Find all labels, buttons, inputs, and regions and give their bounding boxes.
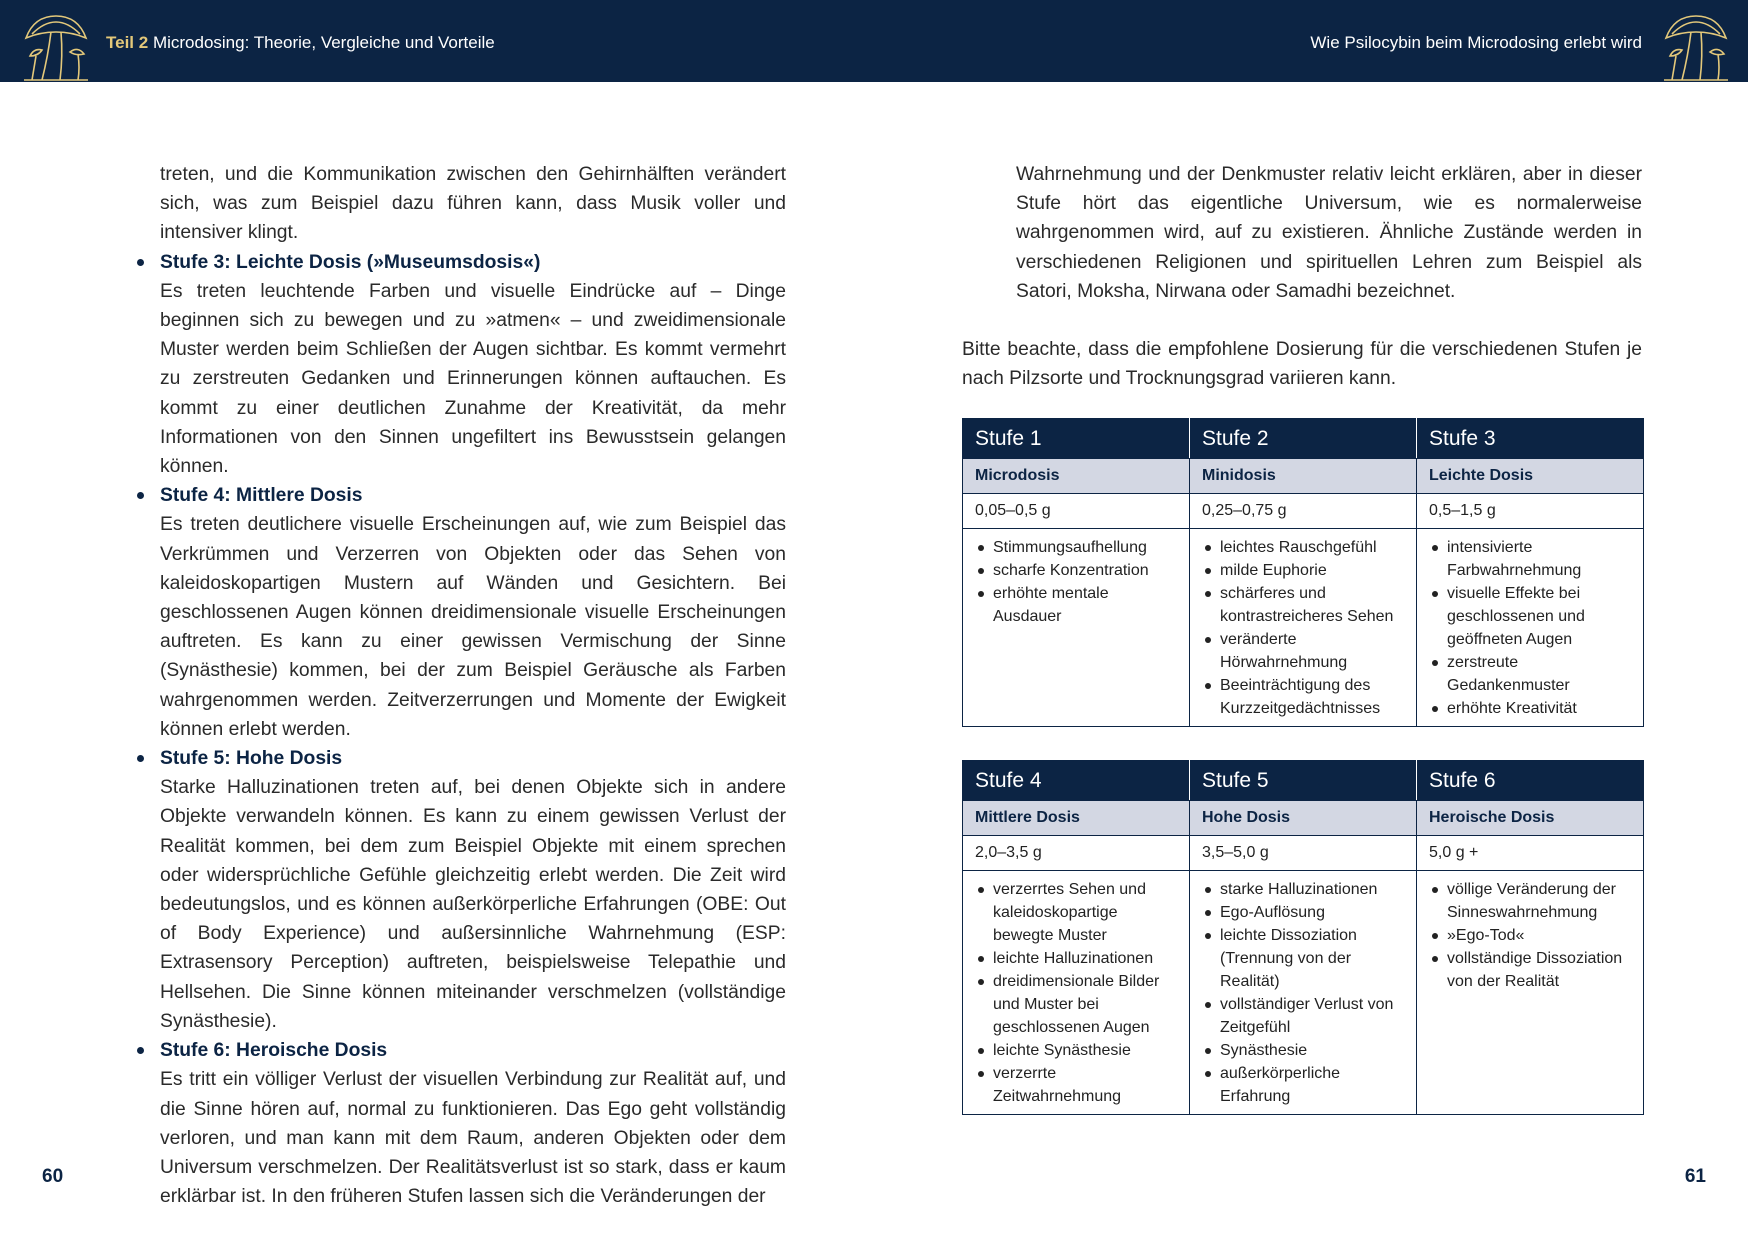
right-page-body: [962, 160, 1642, 393]
intro-paragraph: treten, und die Kommunikation zwischen den Gehirnhälften verändert sich, was zum Beispiel dazu führen kann, dass Musik voller und intensiver klingt.: [160, 164, 786, 244]
effect-item: scharfe Konzentration: [975, 559, 1179, 582]
effects-list: [1429, 878, 1633, 993]
dose-name: Hohe Dosis: [1190, 801, 1417, 836]
effect-item: verzerrtes Sehen und kaleidoskopartige bewegte Muster: [975, 878, 1179, 947]
effect-item: milde Euphorie: [1202, 559, 1406, 582]
effect-item: »Ego-Tod«: [1429, 924, 1633, 947]
effect-item: verzerrte Zeitwahrnehmung: [975, 1062, 1179, 1108]
left-page-body: [160, 160, 786, 1211]
mushroom-logo-icon: [20, 12, 92, 82]
chapter-title: Wie Psilocybin beim Microdosing erlebt wird: [1310, 33, 1642, 52]
dose-name: Heroische Dosis: [1417, 801, 1644, 836]
stage-text: Starke Halluzinationen treten auf, bei denen Objekte sich in andere Objekte verwandeln können. Es kann zu einem gewissen Verlust der Realität kommen, bei dem zum Beispiel Objekte mit einem sprechen oder widersprüchliche Gefühle gleichzeitig erlebt werden. Die Zeit wird bedeutungslos, und es können außerkörperliche Erfahrungen (OBE: Out of Body Experience) und außersinnliche Wahrnehmung (ESP: Extrasensory Perception) auftreten, beispielsweise Telepathie und Hellsehen. Die Sinne können miteinander verschmelzen (vollständige Synästhesie).: [160, 777, 786, 1032]
effect-item: intensivierte Farbwahrnehmung: [1429, 536, 1633, 582]
stage-title: Stufe 5: Hohe Dosis: [160, 748, 343, 770]
dose-amount: 0,5–1,5 g: [1417, 494, 1644, 529]
effect-item: Beeinträchtigung des Kurzzeitgedächtnisses: [1202, 674, 1406, 720]
mushroom-logo-icon: [1660, 12, 1732, 82]
dose-amount: 0,25–0,75 g: [1190, 494, 1417, 529]
continuation-paragraph: Wahrnehmung und der Denkmuster relativ leicht erklären, aber in dieser Stufe hört das eigentliche Universum, wie es normalerweise wahrgenommen wird, auf zu existieren. Ähnliche Zustände werden in verschiedenen Religionen und spirituellen Lehren zum Beispiel als Satori, Moksha, Nirwana oder Samadhi bezeichnet.: [1016, 164, 1642, 302]
effects-list: [1202, 536, 1406, 720]
effect-item: Synästhesie: [1202, 1039, 1406, 1062]
stage-title: Stufe 4: Mittlere Dosis: [160, 485, 363, 507]
effects-list: [1202, 878, 1406, 1108]
stage-header: Stufe 2: [1190, 419, 1417, 459]
effect-item: Ego-Auflösung: [1202, 901, 1406, 924]
dose-name: Leichte Dosis: [1417, 459, 1644, 494]
dose-amount: 3,5–5,0 g: [1190, 836, 1417, 871]
dosage-note: Bitte beachte, dass die empfohlene Dosierung für die verschiedenen Stufen je nach Pilzsorte und Trocknungsgrad variieren kann.: [962, 339, 1642, 390]
stage-title: Stufe 6: Heroische Dosis: [160, 1040, 388, 1062]
effect-item: Stimmungsaufhellung: [975, 536, 1179, 559]
effect-item: völlige Veränderung der Sinneswahrnehmung: [1429, 878, 1633, 924]
effects-cell: [1417, 529, 1644, 727]
page-number-left: 60: [42, 1166, 64, 1187]
dosage-table-stages-4-6: [962, 760, 1644, 1115]
bullet-icon: [137, 1047, 144, 1054]
running-header: [0, 0, 1748, 82]
effect-item: zerstreute Gedankenmuster: [1429, 651, 1633, 697]
effects-cell: [963, 529, 1190, 727]
effect-item: leichtes Rauschgefühl: [1202, 536, 1406, 559]
effects-cell: [1190, 871, 1417, 1115]
effects-list: [975, 878, 1179, 1108]
effects-cell: [1417, 871, 1644, 1115]
effect-item: erhöhte mentale Ausdauer: [975, 582, 1179, 628]
dose-name: Minidosis: [1190, 459, 1417, 494]
effect-item: vollständiger Verlust von Zeitgefühl: [1202, 993, 1406, 1039]
effect-item: leichte Halluzinationen: [975, 947, 1179, 970]
stage-header: Stufe 4: [963, 761, 1190, 801]
effect-item: schärferes und kontrastreicheres Sehen: [1202, 582, 1406, 628]
stage-title: Stufe 3: Leichte Dosis (»Museumsdosis«): [160, 251, 541, 273]
stage-header: Stufe 1: [963, 419, 1190, 459]
dosage-table-stages-1-3: [962, 418, 1644, 727]
page-number-right: 61: [1684, 1166, 1706, 1187]
stage-item: [160, 744, 786, 1036]
effect-item: dreidimensionale Bilder und Muster bei geschlossenen Augen: [975, 970, 1179, 1039]
effect-item: leichte Dissoziation (Trennung von der Realität): [1202, 924, 1406, 993]
stage-item: [160, 481, 786, 744]
effect-item: erhöhte Kreativität: [1429, 697, 1633, 720]
stage-header: Stufe 6: [1417, 761, 1644, 801]
dose-amount: 2,0–3,5 g: [963, 836, 1190, 871]
effects-list: [975, 536, 1179, 628]
bullet-icon: [137, 259, 144, 266]
effect-item: vollständige Dissoziation von der Realität: [1429, 947, 1633, 993]
effects-list: [1429, 536, 1633, 720]
effect-item: außerkörperliche Erfahrung: [1202, 1062, 1406, 1108]
part-title-text: Microdosing: Theorie, Vergleiche und Vorteile: [152, 33, 495, 52]
effect-item: starke Halluzinationen: [1202, 878, 1406, 901]
stage-item: [160, 1036, 786, 1211]
bullet-icon: [137, 755, 144, 762]
stage-item: [160, 248, 786, 482]
effect-item: leichte Synästhesie: [975, 1039, 1179, 1062]
part-title: [106, 33, 495, 53]
stage-text: Es treten deutlichere visuelle Erscheinungen auf, wie zum Beispiel das Verkrümmen und Verzerren von Objekten oder das Sehen von kaleidoskopartigen Mustern auf Wänden und Gesichtern. Bei geschlossenen Augen können dreidimensionale visuelle Erscheinungen auftreten. Es kann zu einer gewissen Vermischung der Sinne (Synästhesie) kommen, bei der zum Beispiel Geräusche als Farben wahrgenommen werden. Zeitverzerrungen und Momente der Ewigkeit können erlebt werden.: [160, 514, 786, 740]
dose-name: Mittlere Dosis: [963, 801, 1190, 836]
part-label: Teil 2: [106, 33, 149, 52]
stage-text: Es tritt ein völliger Verlust der visuellen Verbindung zur Realität auf, und die Sinne hören auf, normal zu funktionieren. Das Ego geht vollständig verloren, und man kann mit dem Raum, anderen Objekten oder dem Universum verschmelzen. Der Realitätsverlust ist so stark, dass er kaum erklärbar ist. In den früheren Stufen lassen sich die Veränderungen der: [160, 1069, 786, 1208]
dose-amount: 0,05–0,5 g: [963, 494, 1190, 529]
dose-name: Microdosis: [963, 459, 1190, 494]
bullet-icon: [137, 492, 144, 499]
stage-list: [160, 248, 786, 1212]
dose-amount: 5,0 g +: [1417, 836, 1644, 871]
effects-cell: [1190, 529, 1417, 727]
stage-header: Stufe 5: [1190, 761, 1417, 801]
effects-cell: [963, 871, 1190, 1115]
effect-item: visuelle Effekte bei geschlossenen und geöffneten Augen: [1429, 582, 1633, 651]
effect-item: veränderte Hörwahrnehmung: [1202, 628, 1406, 674]
stage-text: Es treten leuchtende Farben und visuelle Eindrücke auf – Dinge beginnen sich zu bewegen und zu »atmen« – und zweidimensionale Muster werden beim Schließen der Augen sichtbar. Es kommt vermehrt zu zerstreuten Gedanken und Erinnerungen können auftauchen. Es kommt zu einer deutlichen Zunahme der Kreativität, da mehr Informationen von den Sinnen ungefiltert ins Bewusstsein gelangen können.: [160, 280, 786, 478]
stage-header: Stufe 3: [1417, 419, 1644, 459]
